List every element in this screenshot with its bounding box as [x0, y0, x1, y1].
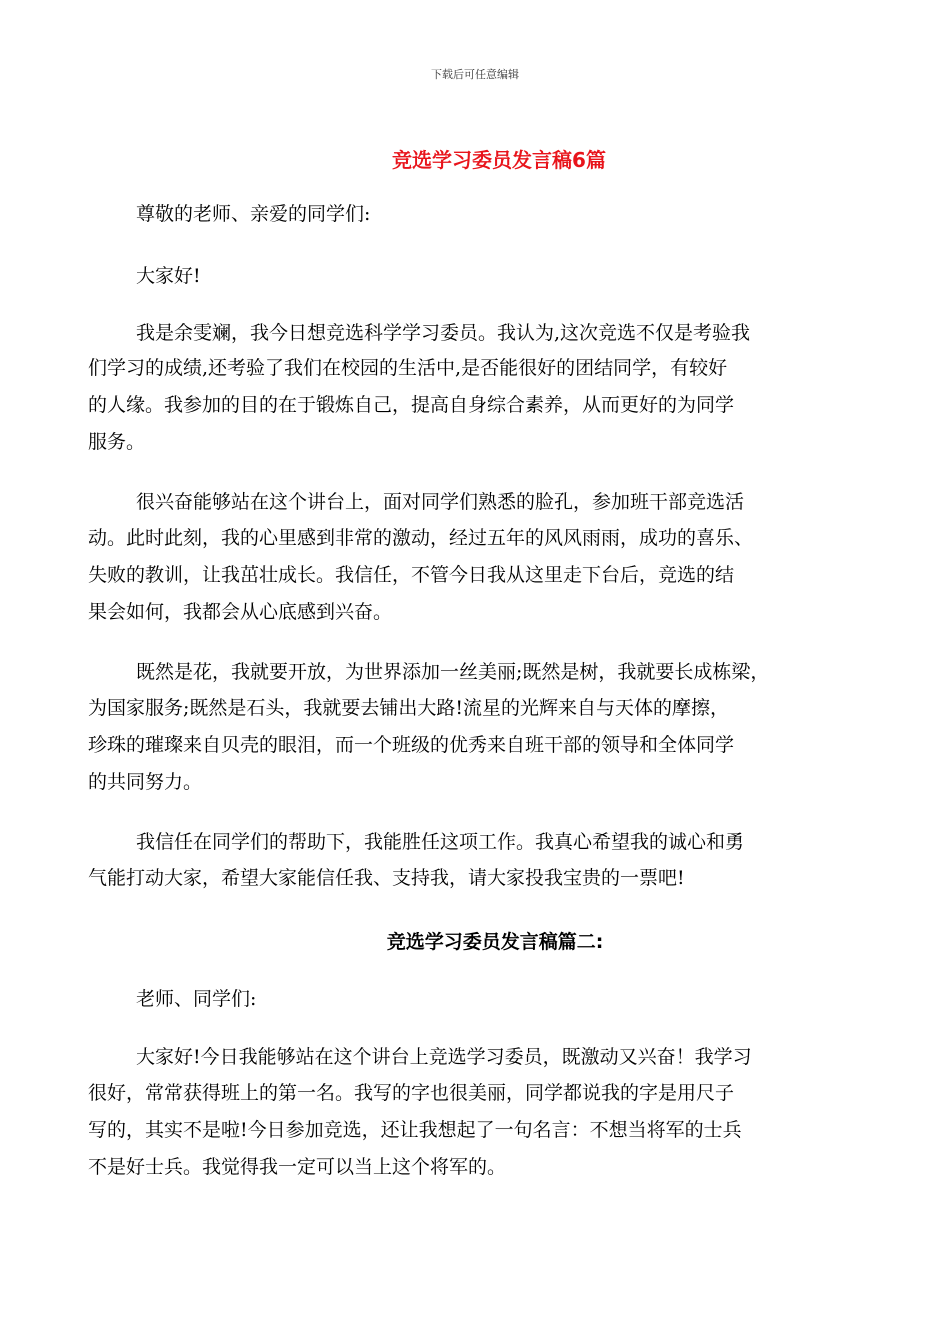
paragraph-line: 的人缘。我参加的目的在于锻炼自己，提高自身综合素养，从而更好的为同学 — [88, 394, 735, 416]
greeting: 大家好! — [136, 265, 201, 287]
paragraph-line: 既然是花，我就要开放，为世界添加一丝美丽;既然是树，我就要长成栋梁， — [136, 661, 770, 683]
paragraph-line: 不是好士兵。我觉得我一定可以当上这个将军的。 — [88, 1156, 507, 1178]
paragraph-line: 的共同努力。 — [88, 771, 203, 793]
paragraph-line: 很好，常常获得班上的第一名。我写的字也很美丽，同学都说我的字是用尺子 — [88, 1082, 735, 1104]
salutation: 尊敬的老师、亲爱的同学们: — [136, 203, 371, 225]
paragraph-line: 服务。 — [88, 431, 146, 453]
paragraph-line: 珍珠的璀璨来自贝壳的眼泪，而一个班级的优秀来自班干部的领导和全体同学 — [88, 734, 735, 756]
paragraph-line: 动。此时此刻，我的心里感到非常的激动，经过五年的风风雨雨，成功的喜乐、 — [88, 527, 754, 549]
page-header: 下载后可任意编辑 — [431, 68, 519, 81]
section-title: 竞选学习委员发言稿篇二: — [386, 931, 604, 953]
paragraph-line: 我是余雯斓，我今日想竞选科学学习委员。我认为,这次竞选不仅是考验我 — [136, 322, 751, 344]
paragraph-line: 我信任在同学们的帮助下，我能胜任这项工作。我真心希望我的诚心和勇 — [136, 831, 745, 853]
paragraph-line: 大家好!今日我能够站在这个讲台上竞选学习委员，既激动又兴奋！我学习 — [136, 1046, 752, 1068]
paragraph-line: 气能打动大家，希望大家能信任我、支持我，请大家投我宝贵的一票吧! — [88, 867, 685, 889]
paragraph-line: 很兴奋能够站在这个讲台上，面对同学们熟悉的脸孔，参加班干部竞选活 — [136, 491, 745, 513]
salutation: 老师、同学们: — [136, 988, 257, 1010]
paragraph-line: 写的，其实不是啦!今日参加竞选，还让我想起了一句名言：不想当将军的士兵 — [88, 1119, 742, 1141]
paragraph-line: 果会如何，我都会从心底感到兴奋。 — [88, 601, 393, 623]
paragraph-line: 们学习的成绩,还考验了我们在校园的生活中,是否能很好的团结同学，有较好 — [88, 357, 728, 379]
document-title: 竞选学习委员发言稿6篇 — [392, 148, 606, 172]
paragraph-line: 失败的教训，让我茁壮成长。我信任，不管今日我从这里走下台后，竞选的结 — [88, 564, 735, 586]
paragraph-line: 为国家服务;既然是石头，我就要去铺出大路!流星的光辉来自与天体的摩擦， — [88, 697, 730, 719]
